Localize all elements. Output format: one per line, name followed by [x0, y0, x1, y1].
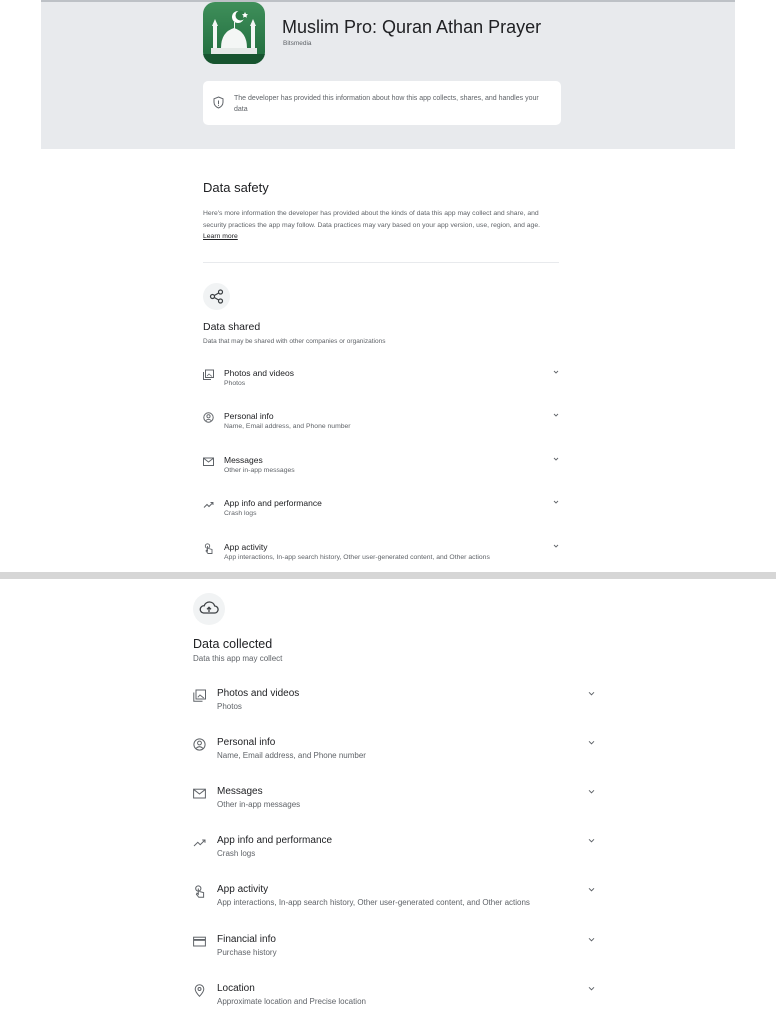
account-icon [193, 738, 206, 751]
photos-icon [203, 369, 214, 380]
data-collected-subtitle: Data this app may collect [193, 654, 283, 663]
collected-row-financial-info[interactable] [193, 934, 597, 970]
chevron-down-icon[interactable] [553, 543, 559, 549]
chevron-down-icon[interactable] [553, 369, 559, 375]
collected-row-location[interactable] [193, 983, 597, 1019]
performance-icon [203, 499, 214, 510]
collected-row-detail: Crash logs [217, 849, 256, 858]
chevron-down-icon[interactable] [553, 456, 559, 462]
share-icon [203, 283, 230, 310]
collected-row-label: Photos and videos [217, 688, 300, 699]
collected-row-personal-info[interactable] [193, 737, 597, 773]
chevron-down-icon[interactable] [553, 499, 559, 505]
chevron-down-icon[interactable] [588, 936, 595, 943]
collected-row-detail: Purchase history [217, 948, 277, 957]
data-safety-description-text: Here's more information the developer has provided about the kinds of data this app may collect and share, and security practices the app may follow. Data practices may vary based on your app version, use, region, and age. [203, 210, 540, 229]
shared-row-messages[interactable] [203, 455, 561, 485]
collected-row-detail: Other in-app messages [217, 800, 301, 809]
credit-card-icon [193, 935, 206, 948]
learn-more-link[interactable]: Learn more [203, 233, 238, 241]
collected-row-detail: Photos [217, 702, 242, 711]
bottom-capture [0, 579, 776, 1024]
chevron-down-icon[interactable] [588, 739, 595, 746]
data-collected-title: Data collected [193, 637, 273, 651]
shared-row-app-info[interactable] [203, 498, 561, 528]
data-safety-title: Data safety [203, 180, 269, 195]
shared-row-detail: Crash logs [224, 510, 257, 517]
shared-row-label: App activity [224, 542, 268, 552]
shared-row-photos[interactable] [203, 368, 561, 398]
app-icon[interactable] [203, 2, 265, 64]
shared-row-detail: App interactions, In-app search history, Other user-generated content, and Other actions [224, 554, 490, 561]
shared-row-detail: Other in-app messages [224, 467, 295, 474]
data-notice-text: The developer has provided this information about how this app collects, shares, and handles your data [234, 95, 539, 113]
photos-icon [193, 689, 206, 702]
shield-icon [213, 96, 224, 109]
collected-row-messages[interactable] [193, 786, 597, 822]
shared-row-label: Personal info [224, 411, 274, 421]
mail-icon [203, 456, 214, 467]
shared-row-detail: Photos [224, 380, 246, 387]
performance-icon [193, 836, 206, 849]
touch-icon [203, 543, 214, 554]
shared-row-detail: Name, Email address, and Phone number [224, 423, 351, 430]
chevron-down-icon[interactable] [553, 412, 559, 418]
collected-row-app-activity[interactable] [193, 884, 597, 920]
shared-row-label: App info and performance [224, 498, 322, 508]
collected-row-label: Messages [217, 786, 263, 797]
data-shared-subtitle: Data that may be shared with other companies or organizations [203, 338, 386, 345]
collected-row-label: App info and performance [217, 835, 333, 846]
chevron-down-icon[interactable] [588, 788, 595, 795]
data-shared-title: Data shared [203, 321, 261, 333]
shared-row-app-activity[interactable] [203, 542, 561, 572]
shared-row-label: Photos and videos [224, 368, 294, 378]
collected-row-label: Location [217, 983, 255, 994]
collected-row-label: Personal info [217, 737, 276, 748]
shared-row-label: Messages [224, 455, 263, 465]
divider [203, 262, 559, 263]
collected-row-detail: Name, Email address, and Phone number [217, 751, 366, 760]
developer-link[interactable]: Bitsmedia [283, 40, 312, 47]
cloud-upload-icon [193, 593, 225, 625]
collected-row-label: Financial info [217, 934, 276, 945]
collected-row-label: App activity [217, 884, 269, 895]
capture-separator [0, 572, 776, 579]
mail-icon [193, 787, 206, 800]
touch-icon [193, 885, 206, 898]
app-title: Muslim Pro: Quran Athan Prayer [282, 17, 542, 37]
collected-row-app-info[interactable] [193, 835, 597, 871]
collected-row-photos[interactable] [193, 688, 597, 724]
chevron-down-icon[interactable] [588, 985, 595, 992]
chevron-down-icon[interactable] [588, 886, 595, 893]
account-icon [203, 412, 214, 423]
location-pin-icon [193, 984, 206, 997]
chevron-down-icon[interactable] [588, 690, 595, 697]
shared-row-personal-info[interactable] [203, 411, 561, 441]
chevron-down-icon[interactable] [588, 837, 595, 844]
collected-row-detail: Approximate location and Precise location [217, 997, 366, 1006]
collected-row-detail: App interactions, In-app search history, Other user-generated content, and Other actions [217, 898, 530, 907]
data-notice-card [203, 81, 561, 125]
data-safety-description [203, 208, 559, 243]
